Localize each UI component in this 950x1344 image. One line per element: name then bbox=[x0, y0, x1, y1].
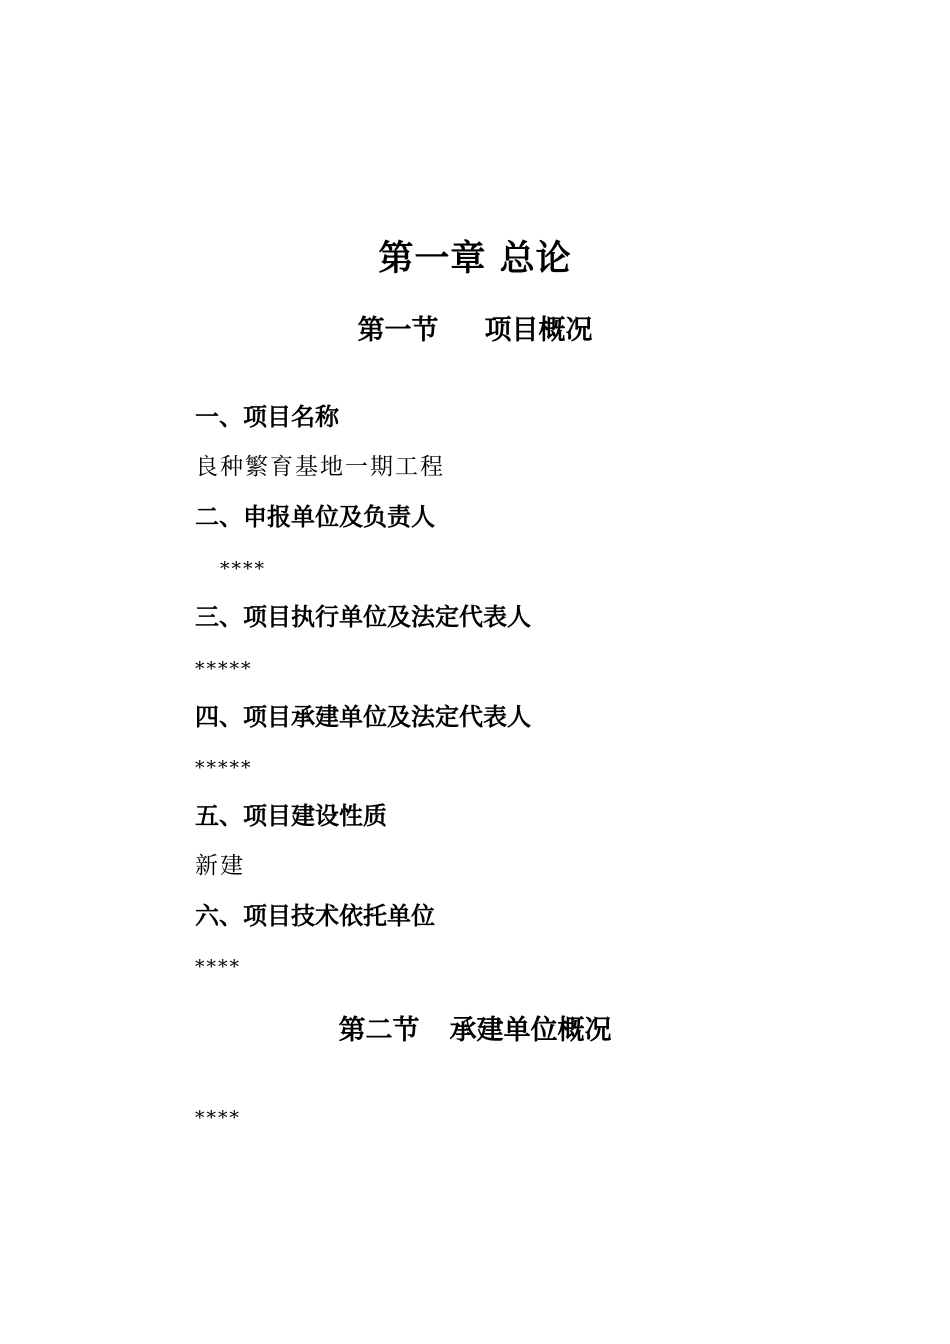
item-heading-tech-support: 六、项目技术依托单位 bbox=[195, 901, 435, 930]
section-title-2 bbox=[0, 1011, 950, 1051]
chapter-title: 第一章 总论 bbox=[378, 238, 572, 279]
section2-content: **** bbox=[195, 1107, 241, 1129]
section-title-1 bbox=[0, 311, 950, 351]
item-value-construction-unit: ***** bbox=[195, 757, 253, 779]
section-name: 承建单位概况 bbox=[449, 1015, 612, 1046]
section-number: 第一节 bbox=[357, 315, 439, 346]
item-heading-nature: 五、项目建设性质 bbox=[195, 801, 387, 830]
item-value-tech-support: **** bbox=[195, 956, 241, 978]
item-heading-applicant: 二、申报单位及负责人 bbox=[195, 502, 435, 531]
item-value-project-name: 良种繁育基地一期工程 bbox=[195, 454, 445, 480]
section-name: 项目概况 bbox=[484, 315, 593, 346]
item-heading-project-name: 一、项目名称 bbox=[195, 402, 339, 431]
section-number: 第二节 bbox=[338, 1015, 420, 1046]
item-value-nature: 新建 bbox=[195, 853, 245, 879]
item-heading-construction-unit: 四、项目承建单位及法定代表人 bbox=[195, 702, 531, 731]
item-heading-executing-unit: 三、项目执行单位及法定代表人 bbox=[195, 602, 531, 631]
item-value-executing-unit: ***** bbox=[195, 658, 253, 680]
item-value-applicant: **** bbox=[220, 558, 266, 580]
